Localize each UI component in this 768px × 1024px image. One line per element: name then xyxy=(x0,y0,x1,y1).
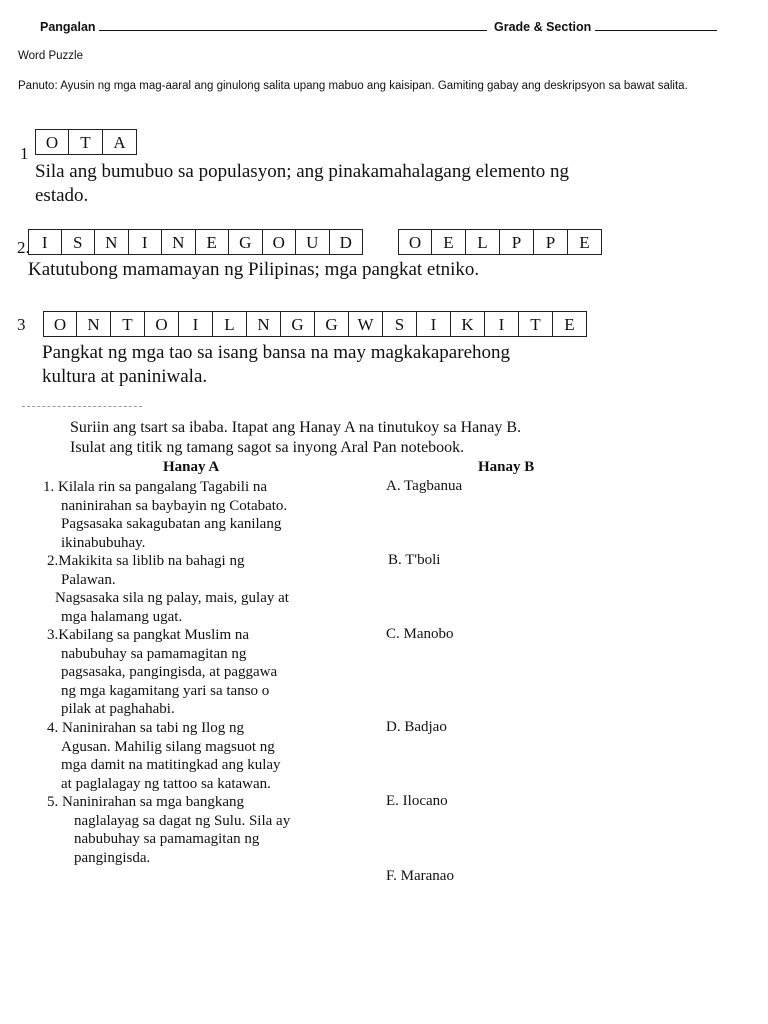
item-5-line: pangingisda. xyxy=(74,849,151,866)
item-2-line: mga halamang ugat. xyxy=(61,608,183,625)
column-b-option-a: A. Tagbanua xyxy=(386,478,463,494)
item-5-line: naglalayag sa dagat ng Sulu. Sila ay xyxy=(74,812,291,829)
column-b-option-b: B. T'boli xyxy=(388,552,441,568)
puzzle-2-number: 2. xyxy=(17,238,30,257)
worksheet-title: Word Puzzle xyxy=(18,50,83,62)
matching-instruction-line2: Isulat ang titik ng tamang sagot sa inyong Aral Pan notebook. xyxy=(70,439,465,456)
puzzle-1-description-line1: Sila ang bumubuo sa populasyon; ang pinakamahalagang elemento ng xyxy=(35,161,569,182)
puzzle-3-number: 3 xyxy=(17,315,26,334)
item-4-line: mga damit na matitingkad ang kulay xyxy=(61,757,281,773)
puzzle-2-letter-boxes-b xyxy=(398,229,602,255)
item-3-line: 3.Kabilang sa pangkat Muslim na xyxy=(47,627,250,643)
grade-blank-line[interactable] xyxy=(595,30,717,31)
item-1-line: Pagsasaka sakagubatan ang kanilang xyxy=(61,516,282,532)
letter-box: E xyxy=(553,311,587,337)
instructions-text: Panuto: Ayusin ng mga mag-aaral ang ginulong salita upang mabuo ang kaisipan. Gamiting gabay ang deskripsyon sa bawat salita. xyxy=(18,80,688,92)
letter-box: T xyxy=(519,311,553,337)
letter-box: S xyxy=(62,229,96,255)
puzzle-3-letter-boxes xyxy=(43,311,587,337)
section-divider xyxy=(22,406,142,407)
item-5-line: 5. Naninirahan sa mga bangkang xyxy=(47,794,245,810)
letter-box: G xyxy=(315,311,349,337)
column-b-option-c: C. Manobo xyxy=(386,626,454,642)
column-a-item-5 xyxy=(47,793,347,867)
matching-instruction-line1: Suriin ang tsart sa ibaba. Itapat ang Hanay A na tinutukoy sa Hanay B. xyxy=(70,419,522,436)
column-a-item-2 xyxy=(47,552,347,626)
name-field-row xyxy=(40,20,487,34)
puzzle-1-number: 1 xyxy=(20,144,29,163)
letter-box: O xyxy=(263,229,297,255)
letter-box: N xyxy=(77,311,111,337)
letter-box: T xyxy=(111,311,145,337)
letter-box: O xyxy=(43,311,77,337)
puzzle-1-letter-boxes xyxy=(35,129,137,155)
letter-box: I xyxy=(28,229,62,255)
item-2-line: 2.Makikita sa liblib na bahagi ng xyxy=(47,553,245,569)
item-1-line: 1. Kilala rin sa pangalang Tagabili na xyxy=(43,479,268,495)
letter-box: D xyxy=(330,229,364,255)
letter-box: I xyxy=(129,229,163,255)
letter-box: A xyxy=(103,129,137,155)
name-blank-line[interactable] xyxy=(99,30,487,31)
letter-box: W xyxy=(349,311,383,337)
letter-box: S xyxy=(383,311,417,337)
letter-box: I xyxy=(417,311,451,337)
letter-box: O xyxy=(398,229,432,255)
letter-box: G xyxy=(281,311,315,337)
letter-box: N xyxy=(95,229,129,255)
letter-box: P xyxy=(500,229,534,255)
column-b-option-e: E. Ilocano xyxy=(386,793,448,809)
letter-box: P xyxy=(534,229,568,255)
item-4-line: at paglalagay ng tattoo sa katawan. xyxy=(61,775,271,792)
letter-box: E xyxy=(196,229,230,255)
letter-box: I xyxy=(485,311,519,337)
column-a-item-4 xyxy=(47,719,347,793)
letter-box: L xyxy=(213,311,247,337)
item-3-line: ng mga kagamitang yari sa tanso o xyxy=(61,682,270,699)
puzzle-3-description xyxy=(42,341,742,389)
letter-box: G xyxy=(229,229,263,255)
puzzle-1-description xyxy=(35,160,755,208)
column-b-option-d: D. Badjao xyxy=(386,719,447,735)
column-a-title: Hanay A xyxy=(163,459,220,475)
item-3-line: pilak at paghahabi. xyxy=(61,701,175,717)
item-1-line: naninirahan sa baybayin ng Cotabato. xyxy=(61,497,288,514)
column-b-title: Hanay B xyxy=(478,459,535,475)
item-3-line: pagsasaka, pangingisda, at paggawa xyxy=(61,664,278,680)
name-label: Pangalan xyxy=(40,20,96,34)
letter-box: E xyxy=(432,229,466,255)
item-2-line: Nagsasaka sila ng palay, mais, gulay at xyxy=(55,590,289,606)
puzzle-2-letter-boxes-a xyxy=(28,229,363,255)
column-b-option-f: F. Maranao xyxy=(386,868,454,884)
letter-box: E xyxy=(568,229,602,255)
letter-box: L xyxy=(466,229,500,255)
letter-box: I xyxy=(179,311,213,337)
letter-box: O xyxy=(145,311,179,337)
column-a-item-3 xyxy=(47,626,347,719)
item-4-line: Agusan. Mahilig silang magsuot ng xyxy=(61,738,275,755)
matching-instructions xyxy=(70,418,750,458)
letter-box: T xyxy=(69,129,103,155)
puzzle-2-description: Katutubong mamamayan ng Pilipinas; mga pangkat etniko. xyxy=(28,259,480,280)
grade-section-label: Grade & Section xyxy=(494,20,592,34)
letter-box: U xyxy=(296,229,330,255)
item-3-line: nabubuhay sa pamamagitan ng xyxy=(61,645,247,662)
letter-box: N xyxy=(247,311,281,337)
letter-box: O xyxy=(35,129,69,155)
item-2-line: Palawan. xyxy=(61,571,116,588)
grade-field-row xyxy=(494,20,717,34)
puzzle-1-description-line2: estado. xyxy=(35,185,89,206)
item-5-line: nabubuhay sa pamamagitan ng xyxy=(74,831,260,847)
item-4-line: 4. Naninirahan sa tabi ng Ilog ng xyxy=(47,720,245,736)
puzzle-3-description-line1: Pangkat ng mga tao sa isang bansa na may magkakaparehong xyxy=(42,342,510,363)
letter-box: N xyxy=(162,229,196,255)
column-a-item-1 xyxy=(43,478,347,552)
puzzle-3-description-line2: kultura at paniniwala. xyxy=(42,366,208,387)
letter-box: K xyxy=(451,311,485,337)
item-1-line: ikinabubuhay. xyxy=(61,534,146,551)
